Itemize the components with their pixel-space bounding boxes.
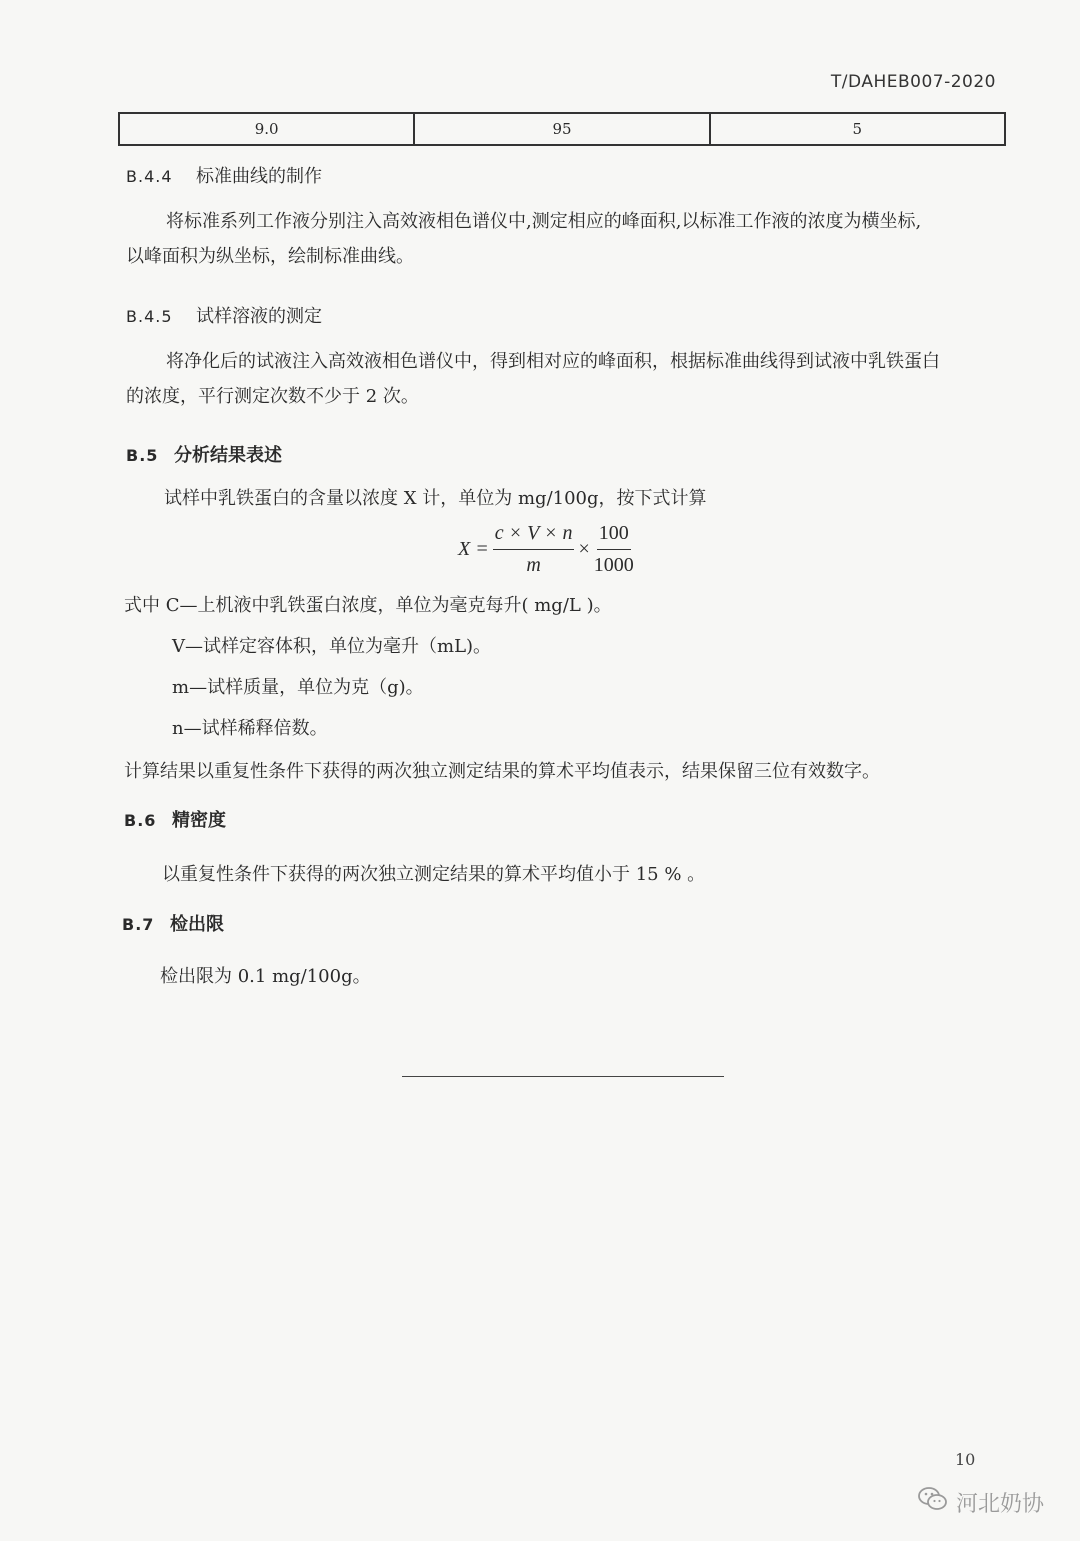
paragraph-line: 将标准系列工作液分别注入高效液相色谱仪中,测定相应的峰面积,以标准工作液的浓度为横坐标, xyxy=(166,211,922,232)
section-number: B.4.5 xyxy=(126,307,173,326)
paragraph-line: 计算结果以重复性条件下获得的两次独立测定结果的算术平均值表示，结果保留三位有效数字。 xyxy=(124,761,880,782)
multiply-sign: × xyxy=(578,538,590,560)
table-cell: 5 xyxy=(710,113,1005,145)
paragraph-line: 的浓度，平行测定次数不少于 2 次。 xyxy=(126,386,419,407)
table-row xyxy=(119,113,1005,145)
variable-definition: m—试样质量，单位为克（g)。 xyxy=(172,677,424,698)
paragraph-line: 检出限为 0.1 mg/100g。 xyxy=(160,966,371,987)
watermark-text: 河北奶协 xyxy=(955,1491,1044,1517)
section-heading-b6 xyxy=(124,806,226,832)
section-title: 标准曲线的制作 xyxy=(196,166,322,187)
continued-table xyxy=(118,112,1006,146)
fraction-numerator: c × V × n xyxy=(493,522,575,550)
section-number: B.7 xyxy=(122,915,155,934)
formula-lhs: X = xyxy=(458,538,489,560)
watermark xyxy=(918,1486,1044,1518)
fraction-numerator: 100 xyxy=(597,522,631,550)
section-title: 精密度 xyxy=(172,810,226,831)
paragraph-line: 试样中乳铁蛋白的含量以浓度 X 计，单位为 mg/100g，按下式计算 xyxy=(164,488,707,509)
fraction-denominator: m xyxy=(526,554,541,576)
section-heading-b444 xyxy=(126,162,322,188)
section-title: 检出限 xyxy=(170,914,224,935)
section-number: B.5 xyxy=(126,446,159,465)
page-number: 10 xyxy=(955,1450,976,1469)
variable-definition: 式中 C—上机液中乳铁蛋白浓度，单位为毫克每升( mg/L )。 xyxy=(124,595,612,616)
section-heading-b445 xyxy=(126,302,322,328)
section-number: B.4.4 xyxy=(126,167,173,186)
section-heading-b7 xyxy=(122,910,224,936)
section-heading-b5 xyxy=(126,441,282,467)
paragraph-line: 以峰面积为纵坐标，绘制标准曲线。 xyxy=(126,246,414,267)
formula-fraction xyxy=(493,522,575,577)
wechat-icon xyxy=(918,1486,948,1518)
section-number: B.6 xyxy=(124,811,157,830)
table-cell: 95 xyxy=(414,113,709,145)
formula-fraction xyxy=(594,522,634,577)
fraction-denominator: 1000 xyxy=(593,554,634,576)
section-title: 试样溶液的测定 xyxy=(196,306,322,327)
paragraph-line: 以重复性条件下获得的两次独立测定结果的算术平均值小于 15 % 。 xyxy=(162,864,706,885)
table-cell: 9.0 xyxy=(119,113,414,145)
variable-definition: V—试样定容体积，单位为毫升（mL)。 xyxy=(172,636,492,657)
calculation-formula xyxy=(458,522,638,577)
variable-definition: n—试样稀释倍数。 xyxy=(172,718,328,739)
section-title: 分析结果表述 xyxy=(174,445,282,466)
document-code: T/DAHEB007-2020 xyxy=(830,72,996,92)
paragraph-line: 将净化后的试液注入高效液相色谱仪中，得到相对应的峰面积，根据标准曲线得到试液中乳铁蛋白 xyxy=(166,351,940,372)
end-rule xyxy=(402,1076,724,1077)
